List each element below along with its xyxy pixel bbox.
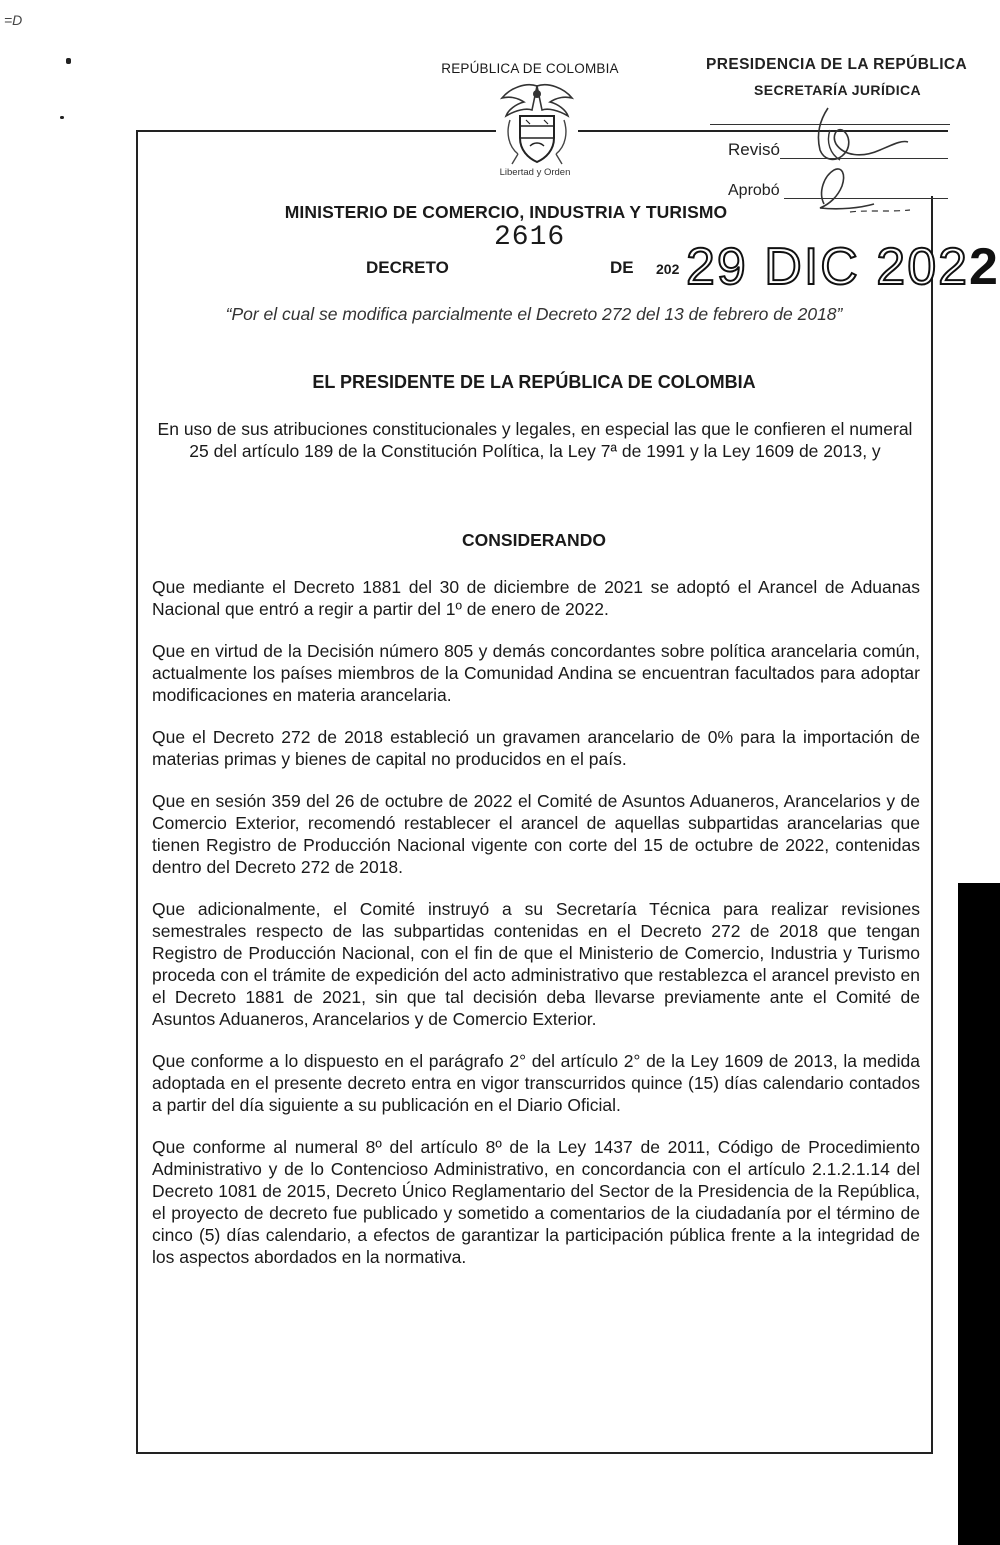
reviso-label: Revisó	[728, 140, 780, 159]
date-stamp-last-digit: 2	[969, 238, 1000, 296]
handwritten-signature	[790, 100, 930, 230]
consideration-paragraph: Que en sesión 359 del 26 de octubre de 2022 el Comité de Asuntos Aduaneros, Arancelarios y de Comercio Exterior, recomendó restablecer el arancel de aquellas subpartidas arancelarias que tienen Registro de Producción Nacional vigente con corte del 15 de octubre de 2022, contenidas dentro del Decreto 272 de 2018.	[152, 791, 920, 877]
considering-heading: CONSIDERANDO	[462, 530, 606, 550]
corner-pen-mark: =D	[4, 12, 23, 28]
consideration-paragraph: Que en virtud de la Decisión número 805 y demás concordantes sobre política arancelaria común, actualmente los países miembros de la Comunidad Andina se encuentran facultados para adoptar modificaciones en materia arancelaria.	[152, 641, 920, 705]
consideration-paragraph: Que conforme al numeral 8º del artículo 8º de la Ley 1437 de 2011, Código de Procedimiento Administrativo y de lo Contencioso Administrativo, en concordancia con el artículo 2.1.2.1.14 del Decreto 1081 de 2015, Decreto Único Reglamentario del Sector de la Presidencia de la República, el proyecto de decreto fue publicado y sometido a comentarios de la ciudadanía por el término de cinco (5) días calendario, a efectos de garantizar la participación pública frente a la integridad de los aspectos abordados en la normativa.	[152, 1137, 920, 1267]
president-heading: EL PRESIDENTE DE LA REPÚBLICA DE COLOMBIA	[312, 372, 756, 392]
stamp-subtitle: SECRETARÍA JURÍDICA	[754, 82, 922, 98]
year-prefix: 202	[656, 261, 680, 277]
date-stamp-outline: 29 DIC 202	[686, 238, 970, 296]
scan-edge-bar	[958, 883, 1000, 1545]
de-label: DE	[610, 258, 634, 277]
frame-right-line	[931, 196, 933, 1453]
decree-number: 2616	[494, 222, 566, 253]
consideration-paragraph: Que mediante el Decreto 1881 del 30 de diciembre de 2021 se adoptó el Arancel de Aduanas Nacional que entró a regir a partir del 1º de enero de 2022.	[152, 577, 920, 619]
scan-dot	[66, 58, 71, 64]
colombia-coat-of-arms-icon	[496, 80, 578, 172]
aprobo-label: Aprobó	[728, 182, 780, 199]
stamp-title: PRESIDENCIA DE LA REPÚBLICA	[706, 56, 968, 73]
date-stamp	[686, 237, 1000, 297]
scan-dot	[60, 116, 64, 119]
decree-label: DECRETO	[366, 258, 449, 277]
powers-paragraph: En uso de sus atribuciones constitucionales y legales, en especial las que le confieren el numeral 25 del artículo 189 de la Constitución Política, la Ley 7ª de 1991 y la Ley 1609 de 2013, y	[157, 419, 913, 461]
decree-subtitle: “Por el cual se modifica parcialmente el Decreto 272 del 13 de febrero de 2018”	[225, 304, 843, 324]
frame-bottom-line	[136, 1452, 933, 1454]
motto-text: Libertad y Orden	[499, 167, 571, 178]
republic-heading: REPÚBLICA DE COLOMBIA	[441, 61, 619, 76]
frame-top-left-line	[136, 130, 496, 132]
consideration-paragraph: Que adicionalmente, el Comité instruyó a su Secretaría Técnica para realizar revisiones semestrales respecto de las subpartidas contenidas en el Decreto 272 de 2018 que tengan Registro de Producción Nacional, con el fin de que el Ministerio de Comercio, Industria y Turismo proceda con el trámite de expedición del acto administrativo que restablezca el arancel previsto en el Decreto 1881 de 2021, sin que tal decisión deba llevarse previamente ante el Comité de Asuntos Aduaneros, Arancelarios y de Comercio Exterior.	[152, 899, 920, 1029]
considerations-body	[152, 576, 920, 1288]
frame-left-line	[136, 130, 138, 1453]
consideration-paragraph: Que el Decreto 272 de 2018 estableció un gravamen arancelario de 0% para la importación de materias primas y bienes de capital no producidos en el país.	[152, 727, 920, 769]
ministry-heading: MINISTERIO DE COMERCIO, INDUSTRIA Y TURISMO	[284, 202, 728, 222]
consideration-paragraph: Que conforme a lo dispuesto en el parágrafo 2° del artículo 2° de la Ley 1609 de 2013, la medida adoptada en el presente decreto entra en vigor transcurridos quince (15) días calendario contados a partir del día siguiente a su publicación en el Diario Oficial.	[152, 1051, 920, 1115]
